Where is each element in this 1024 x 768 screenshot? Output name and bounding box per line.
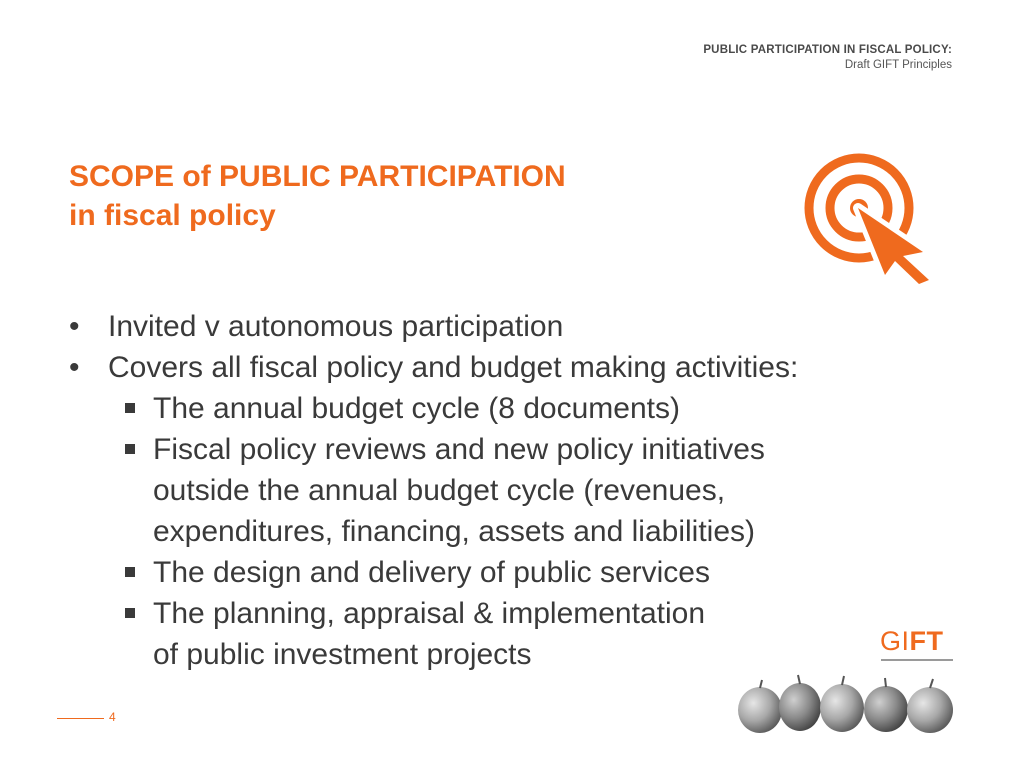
- sub-bullet-text: The annual budget cycle (8 documents): [153, 392, 680, 425]
- apples-image: [736, 670, 968, 736]
- bullet-item: [69, 347, 798, 388]
- slide-header: [703, 44, 952, 71]
- square-bullet-icon: [125, 444, 135, 454]
- bullet-text: Invited v autonomous participation: [108, 310, 564, 343]
- sub-bullet-text: outside the annual budget cycle (revenues,: [153, 474, 726, 507]
- sub-bullet-text: The planning, appraisal & implementation: [153, 597, 705, 630]
- gift-logo-part-2: FT: [909, 626, 944, 656]
- bullet-dot: •: [69, 310, 80, 343]
- square-bullet-icon: [125, 403, 135, 413]
- page-number: 4: [109, 710, 116, 724]
- square-bullet-icon: [125, 567, 135, 577]
- bullet-text: Covers all fiscal policy and budget making activities:: [108, 351, 799, 384]
- square-bullet-icon: [125, 608, 135, 618]
- sub-bullet-text: The design and delivery of public services: [153, 556, 710, 589]
- sub-bullet-item: [69, 388, 798, 429]
- slide-title-line-1: SCOPE of PUBLIC PARTICIPATION: [69, 160, 566, 193]
- sub-bullet-text: of public investment projects: [153, 638, 532, 671]
- bullet-dot: •: [69, 351, 80, 384]
- gift-logo: [880, 626, 944, 657]
- bullet-item: [69, 306, 798, 347]
- footer-accent-line: [57, 718, 104, 719]
- header-title: PUBLIC PARTICIPATION IN FISCAL POLICY:: [703, 44, 952, 56]
- sub-bullet-text: Fiscal policy reviews and new policy initiatives: [153, 433, 765, 466]
- sub-bullet-item: [69, 593, 798, 675]
- gift-logo-part-1: GI: [880, 626, 910, 656]
- slide-title-line-2: in fiscal policy: [69, 199, 276, 232]
- gift-logo-underline: [881, 659, 953, 661]
- header-subtitle: Draft GIFT Principles: [844, 59, 952, 71]
- slide-body: [69, 306, 798, 675]
- target-cursor-icon: [796, 148, 941, 286]
- sub-bullet-item: [69, 552, 798, 593]
- slide-title: [69, 157, 566, 235]
- sub-bullet-item: [69, 429, 798, 552]
- sub-bullet-text: expenditures, financing, assets and liabilities): [153, 515, 756, 548]
